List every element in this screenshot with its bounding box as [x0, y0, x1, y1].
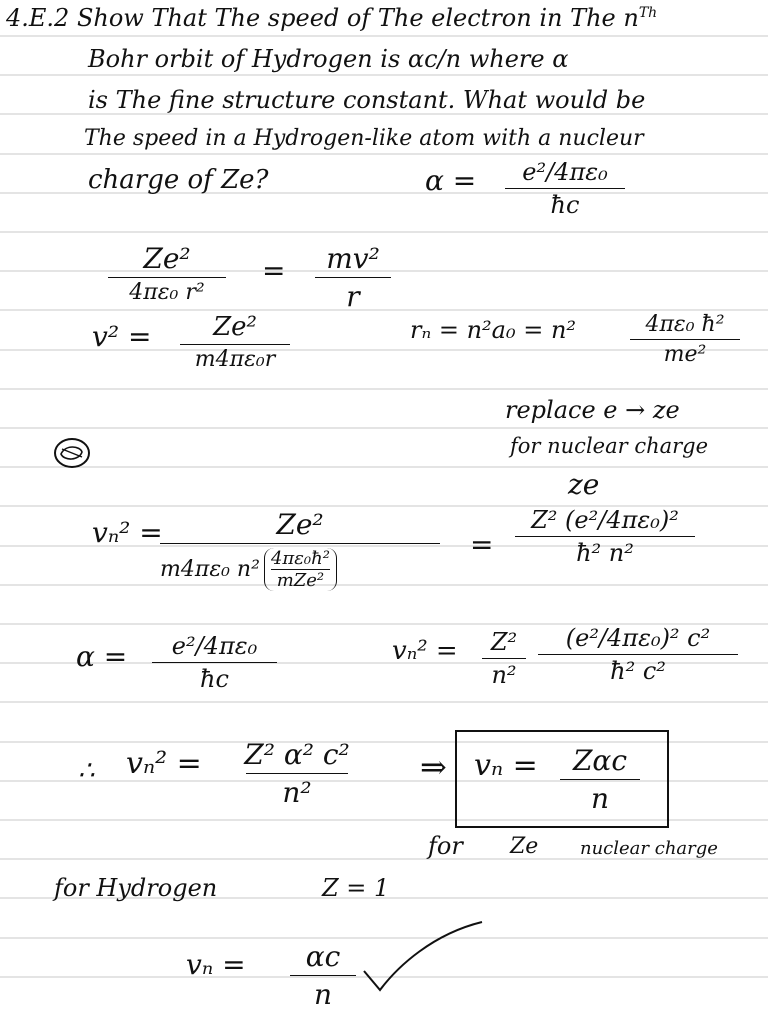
hydrogen-z: Z = 1 — [322, 874, 390, 902]
problem-line-2: Bohr orbit of Hydrogen is αc/n where α — [88, 45, 569, 73]
alpha-definition-fraction: e²/4πε₀ ħc — [505, 158, 625, 219]
final-answer-lhs: vₙ = — [474, 748, 538, 783]
step3-denominator: m4πε₀ n² 4πε₀ħ² mZe² — [160, 548, 440, 591]
replace-note-line-2: for nuclear charge — [510, 434, 709, 458]
alpha-definition-lhs: α = — [425, 164, 477, 197]
problem-line-4: The speed in a Hydrogen-like atom with a nucleur — [84, 126, 644, 151]
step2-fraction: Ze² m4πε₀r — [180, 312, 290, 372]
step5-fraction: Z² α² c² n² — [244, 738, 350, 809]
hydrogen-fraction: αc n — [290, 940, 356, 1011]
bohr-radius-lhs: rₙ = n²a₀ = n² — [410, 316, 577, 344]
circled-mark-icon — [52, 436, 92, 470]
step3-fraction — [160, 508, 440, 591]
centripetal-fraction: mv² r — [315, 242, 391, 313]
hydrogen-line: for Hydrogen — [54, 874, 218, 902]
step4-alpha-lhs: α = — [76, 640, 128, 673]
problem-line-1: 4.E.2 Show That The speed of The electron in The $n^{Th}$ — [6, 4, 658, 32]
step3-rhs-fraction: Z² (e²/4πε₀)² ħ² n² — [515, 506, 695, 567]
implies-arrow: ⇒ — [420, 748, 447, 786]
therefore-symbol: ∴ — [78, 756, 95, 786]
step5-lhs: vₙ² = — [126, 746, 202, 781]
step4-v-lhs: vₙ² = — [392, 636, 458, 666]
step2-lhs: v² = — [92, 320, 152, 353]
step3-lhs: vₙ² = — [92, 516, 163, 549]
step3-numerator: Ze² — [276, 508, 324, 541]
coulomb-force-fraction: Ze² 4πε₀ r² — [108, 242, 226, 305]
step4-alpha-fraction: e²/4πε₀ ħc — [152, 632, 277, 693]
note-ze: Ze — [510, 834, 539, 859]
step3-equals: = — [470, 528, 494, 561]
note-for: for — [428, 832, 463, 860]
checkmark-icon — [358, 916, 488, 996]
step4-e-fraction: (e²/4πε₀)² c² ħ² c² — [538, 624, 738, 685]
ze-over-label: ze — [568, 468, 600, 501]
problem-line-5: charge of Ze? — [88, 165, 269, 195]
step4-z-fraction: Z² n² — [482, 628, 526, 689]
final-answer-fraction: Zαc n — [560, 744, 640, 815]
note-charge: nuclear charge — [580, 838, 718, 859]
step3-bar — [160, 543, 440, 544]
bohr-radius-fraction: 4πε₀ ħ² me² — [630, 312, 740, 367]
hydrogen-v-lhs: vₙ = — [186, 948, 246, 981]
step1-equals: = — [262, 254, 286, 287]
problem-line-3: is The fine structure constant. What would be — [88, 86, 646, 114]
replace-note-line-1: replace e → ze — [505, 396, 680, 424]
